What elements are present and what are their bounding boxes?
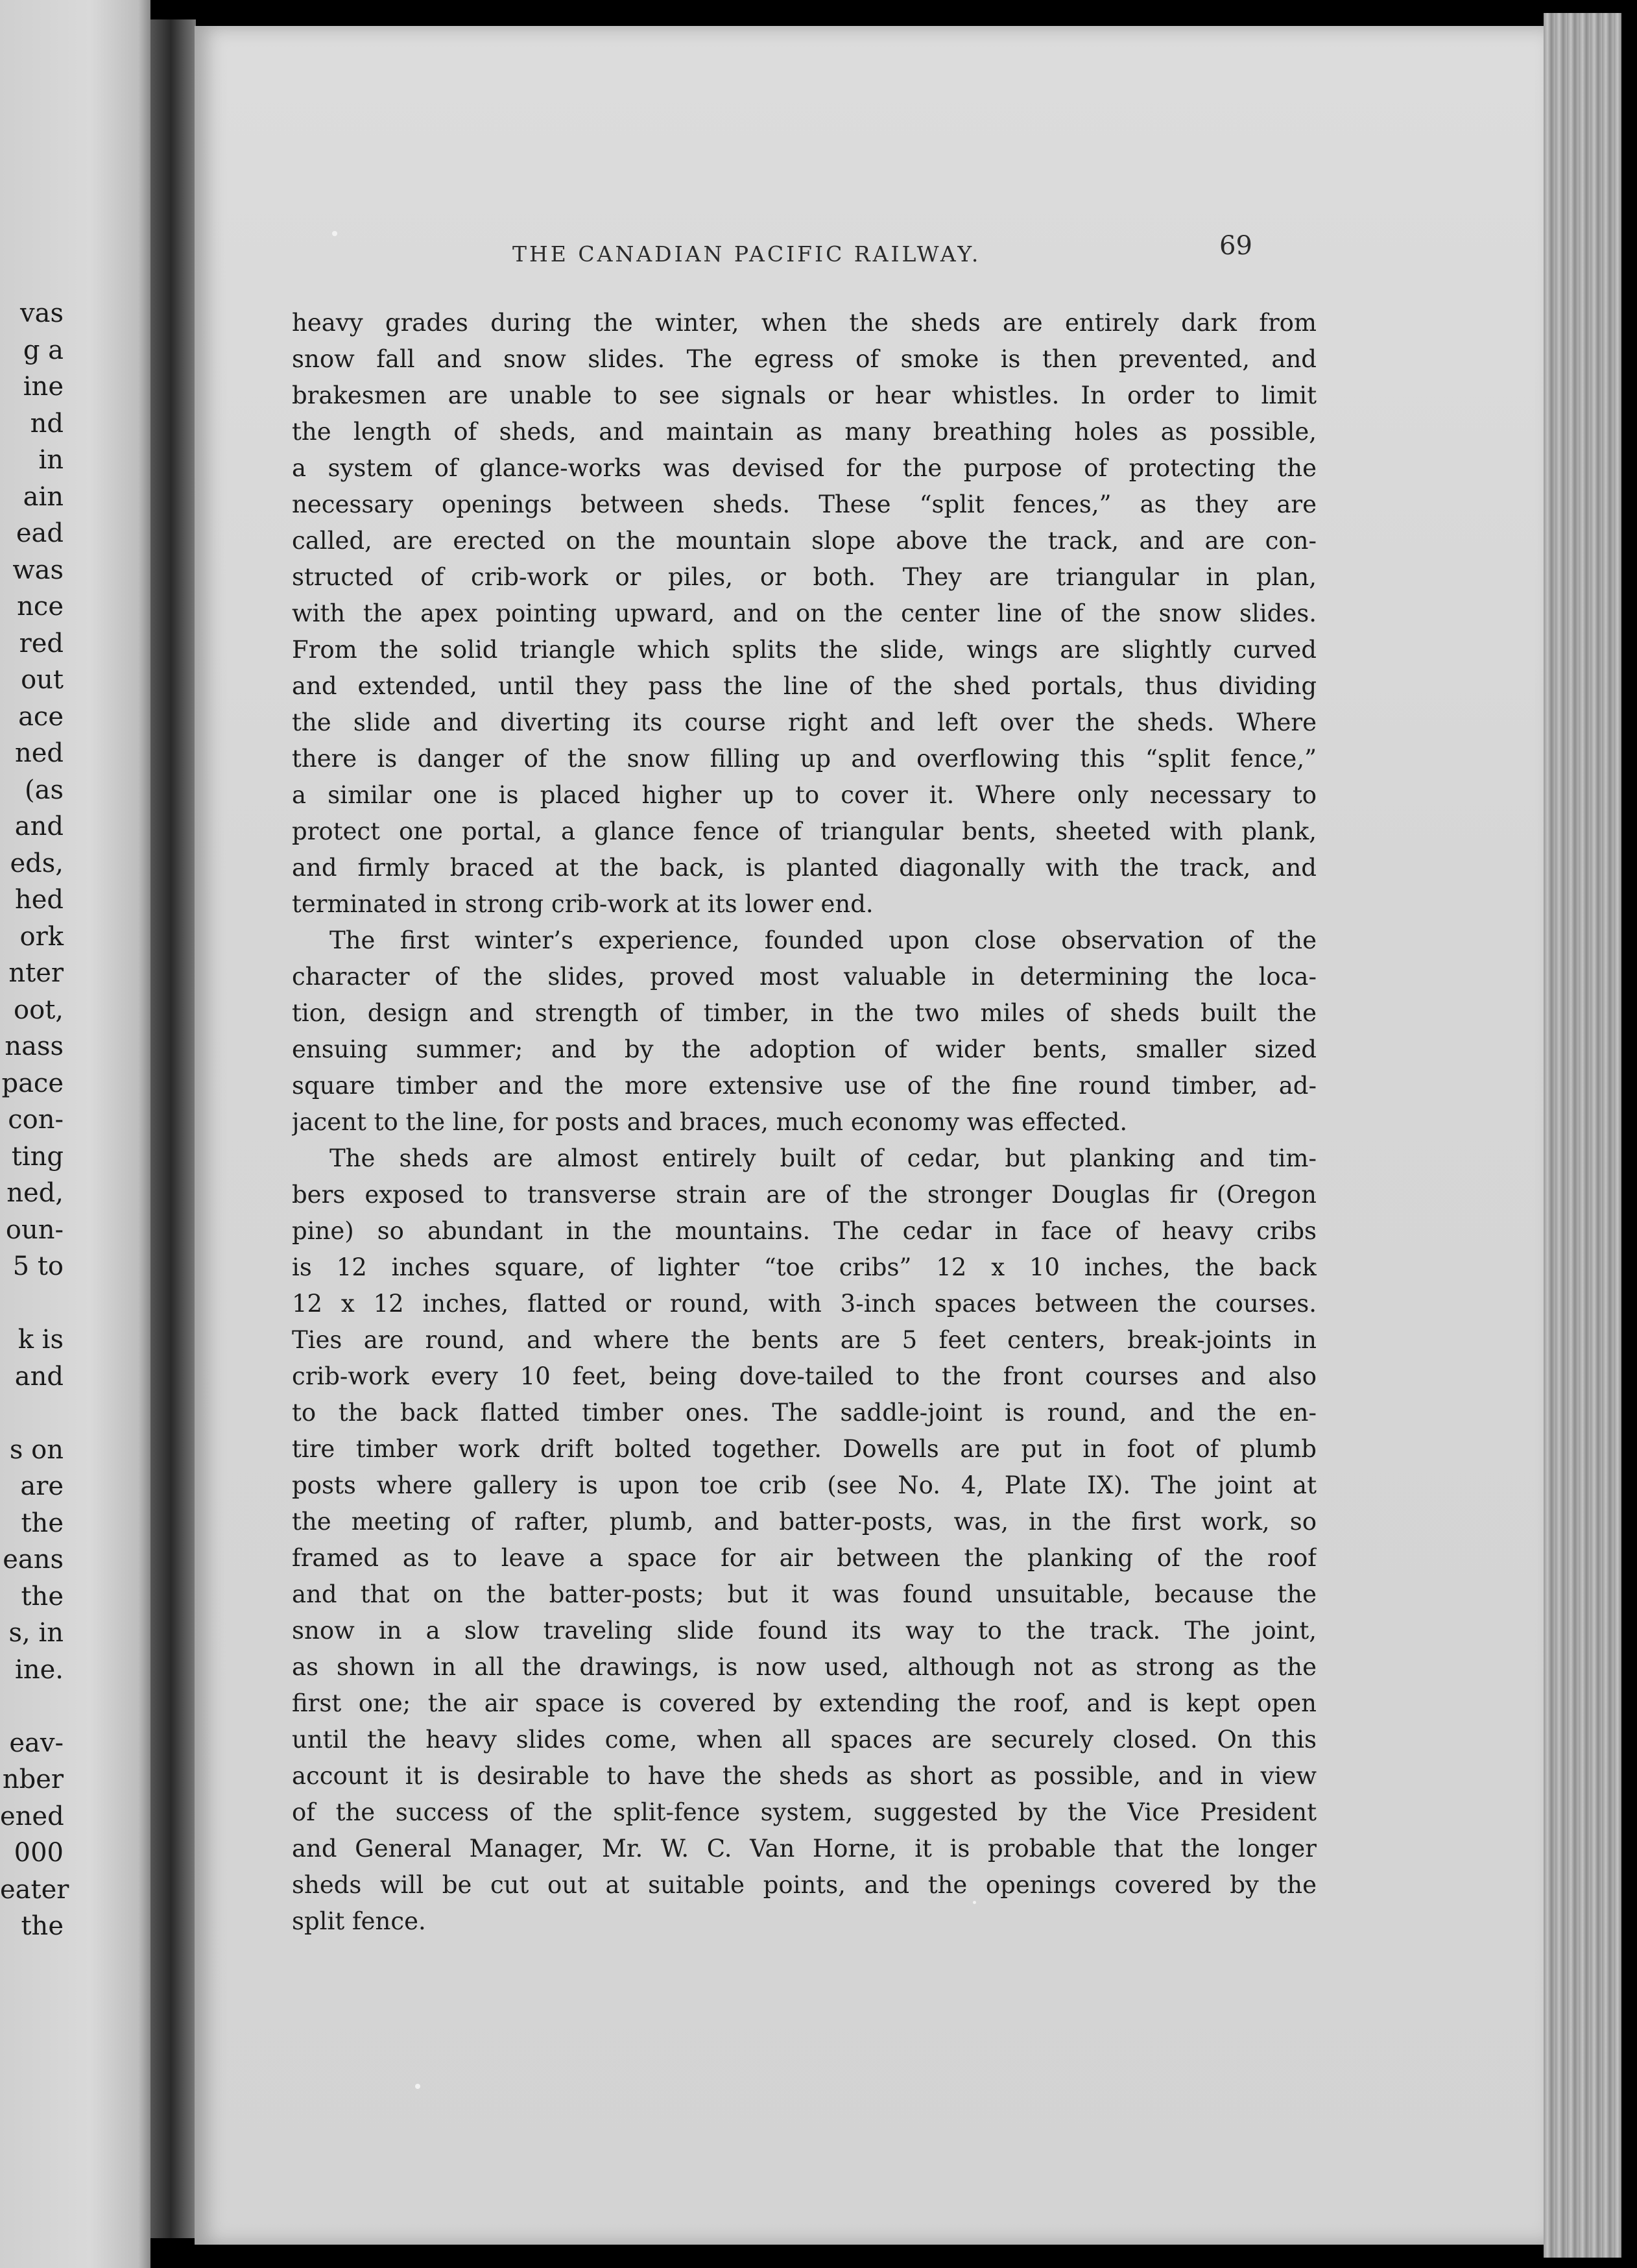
facing-page-fragment: s, in	[8, 1618, 64, 1648]
facing-page-fragment: ace	[18, 701, 64, 732]
book-gutter	[150, 19, 196, 2238]
facing-page-fragment: the	[21, 1508, 64, 1538]
text-line: a similar one is placed higher up to cover it. Where only necessary to	[292, 781, 1317, 809]
text-line: tire timber work drift bolted together. Dowells are put in foot of plumb	[292, 1435, 1317, 1463]
text-line: and that on the batter-posts; but it was found unsuitable, because the	[292, 1580, 1317, 1608]
facing-page-fragment: are	[20, 1471, 64, 1501]
facing-page-fragment: g a	[23, 335, 64, 365]
text-line: and firmly braced at the back, is planted diagonally with the track, and	[292, 854, 1317, 882]
text-line: From the solid triangle which splits the slide, wings are slightly curved	[292, 636, 1317, 664]
facing-page-fragment: eans	[3, 1545, 64, 1574]
text-line: the meeting of rafter, plumb, and batter-posts, was, in the first work, so	[292, 1508, 1317, 1536]
facing-page-fragment: and	[14, 812, 64, 841]
paragraph	[292, 923, 1317, 1140]
facing-page-fragment: nber	[2, 1765, 64, 1794]
text-line: to the back flatted timber ones. The saddle-joint is round, and the en-	[292, 1399, 1317, 1427]
facing-page-fragment: was	[12, 555, 64, 585]
facing-page-fragment: eater	[0, 1874, 69, 1905]
text-line: the slide and diverting its course right and left over the sheds. Where	[292, 708, 1317, 736]
facing-page-fragment: nter	[8, 958, 64, 988]
facing-page-text-fragments	[0, 295, 69, 1945]
page-edges	[1544, 13, 1621, 2258]
facing-page-fragment: s on	[9, 1434, 64, 1465]
text-line: jacent to the line, for posts and braces, much economy was effected.	[292, 1108, 1128, 1136]
facing-page-fragment: nd	[30, 408, 64, 439]
facing-page-fragment: vas	[20, 298, 64, 328]
facing-page-fragment: ine.	[15, 1654, 64, 1685]
facing-page-fragment: in	[38, 445, 64, 475]
paragraph	[292, 305, 1317, 923]
text-line: split fence.	[292, 1907, 426, 1935]
text-line: 12 x 12 inches, flatted or round, with 3-inch spaces between the courses.	[292, 1290, 1317, 1318]
text-line: sheds will be cut out at suitable points, and the openings covered by the	[292, 1871, 1317, 1899]
paragraph	[292, 1140, 1317, 1940]
text-line: protect one portal, a glance fence of triangular bents, sheeted with plank,	[292, 817, 1317, 845]
facing-page-fragment: (as	[25, 775, 64, 805]
text-line: snow in a slow traveling slide found its way to the track. The joint,	[292, 1617, 1317, 1645]
facing-page	[0, 0, 150, 2268]
text-line: and General Manager, Mr. W. C. Van Horne, it is probable that the longer	[292, 1835, 1317, 1863]
facing-page-fragment: 000	[14, 1838, 64, 1868]
facing-page-fragment: oot,	[14, 995, 64, 1025]
facing-page-fragment: ned	[14, 738, 64, 768]
facing-page-fragment	[0, 1688, 64, 1725]
text-line: necessary openings between sheds. These “split fences,” as they are	[292, 490, 1317, 518]
text-line: of the success of the split-fence system, suggested by the Vice President	[292, 1798, 1317, 1826]
facing-page-fragment: ead	[16, 518, 64, 548]
facing-page-fragment: ine	[23, 372, 64, 402]
text-line: and extended, until they pass the line of the shed portals, thus dividing	[292, 672, 1317, 700]
running-head: THE CANADIAN PACIFIC RAILWAY.	[512, 241, 981, 267]
facing-page-fragment: oun-	[5, 1214, 64, 1245]
facing-page-fragment: the	[21, 1911, 64, 1941]
text-line: is 12 inches square, of lighter “toe cribs” 12 x 10 inches, the back	[292, 1253, 1317, 1281]
facing-page-fragment: nce	[17, 592, 64, 621]
facing-page-fragment: ain	[23, 481, 64, 512]
text-line: terminated in strong crib-work at its lower end.	[292, 890, 874, 918]
text-line: Ties are round, and where the bents are 5 feet centers, break-joints in	[292, 1326, 1317, 1354]
text-line: tion, design and strength of timber, in the two miles of sheds built the	[292, 999, 1317, 1027]
text-line: framed as to leave a space for air between the planking of the roof	[292, 1544, 1317, 1572]
text-line: character of the slides, proved most valuable in determining the loca-	[292, 963, 1317, 991]
facing-page-fragment: ned,	[6, 1178, 64, 1208]
text-line: The sheds are almost entirely built of cedar, but planking and tim-	[329, 1144, 1317, 1172]
facing-page-fragment: ting	[11, 1141, 64, 1172]
text-line: as shown in all the drawings, is now used, although not as strong as the	[292, 1653, 1317, 1681]
facing-page-fragment: red	[19, 628, 64, 658]
facing-page-fragment	[0, 1395, 64, 1432]
text-line: posts where gallery is upon toe crib (see No. 4, Plate IX). The joint at	[292, 1471, 1317, 1499]
facing-page-fragment: out	[21, 665, 64, 695]
scan-speck	[415, 2084, 420, 2089]
text-line: a system of glance-works was devised for the purpose of protecting the	[292, 454, 1317, 482]
scan-speck	[973, 1901, 976, 1904]
text-line: square timber and the more extensive use of the fine round timber, ad-	[292, 1072, 1317, 1100]
text-line: first one; the air space is covered by extending the roof, and is kept open	[292, 1689, 1317, 1717]
text-line: The first winter’s experience, founded upon close observation of the	[329, 926, 1317, 954]
text-line: heavy grades during the winter, when the sheds are entirely dark from	[292, 309, 1317, 337]
page-number: 69	[1219, 231, 1252, 261]
text-line: bers exposed to transverse strain are of the stronger Douglas fir (Oregon	[292, 1181, 1317, 1209]
facing-page-fragment: con-	[8, 1105, 64, 1135]
facing-page-fragment	[0, 1285, 64, 1322]
facing-page-fragment: eds,	[10, 848, 64, 878]
facing-page-fragment: nass	[5, 1031, 64, 1061]
facing-page-fragment: and	[14, 1361, 64, 1392]
facing-page-fragment: pace	[1, 1068, 64, 1098]
text-line: structed of crib-work or piles, or both. They are triangular in plan,	[292, 563, 1317, 591]
text-line: brakesmen are unable to see signals or hear whistles. In order to limit	[292, 381, 1317, 409]
facing-page-fragment: 5 to	[12, 1251, 64, 1281]
text-line: snow fall and snow slides. The egress of smoke is then prevented, and	[292, 345, 1317, 373]
text-line: pine) so abundant in the mountains. The cedar in face of heavy cribs	[292, 1217, 1317, 1245]
text-line: called, are erected on the mountain slope above the track, and are con-	[292, 527, 1317, 555]
text-line: ensuing summer; and by the adoption of wider bents, smaller sized	[292, 1035, 1317, 1063]
text-line: crib-work every 10 feet, being dove-tailed to the front courses and also	[292, 1362, 1317, 1390]
text-line: there is danger of the snow filling up and overflowing this “split fence,”	[292, 745, 1317, 773]
facing-page-fragment: ork	[19, 921, 64, 952]
text-line: account it is desirable to have the sheds as short as possible, and in view	[292, 1762, 1317, 1790]
body-text	[292, 305, 1317, 1940]
facing-page-fragment: k is	[18, 1325, 64, 1355]
text-line: with the apex pointing upward, and on the center line of the snow slides.	[292, 599, 1317, 627]
facing-page-fragment: ened	[0, 1801, 64, 1831]
text-line: the length of sheds, and maintain as many breathing holes as possible,	[292, 418, 1317, 446]
facing-page-fragment: eav-	[9, 1728, 64, 1758]
text-line: until the heavy slides come, when all spaces are securely closed. On this	[292, 1726, 1317, 1754]
scan-speck	[332, 231, 337, 236]
facing-page-fragment: the	[21, 1581, 64, 1611]
facing-page-fragment: hed	[14, 885, 64, 915]
